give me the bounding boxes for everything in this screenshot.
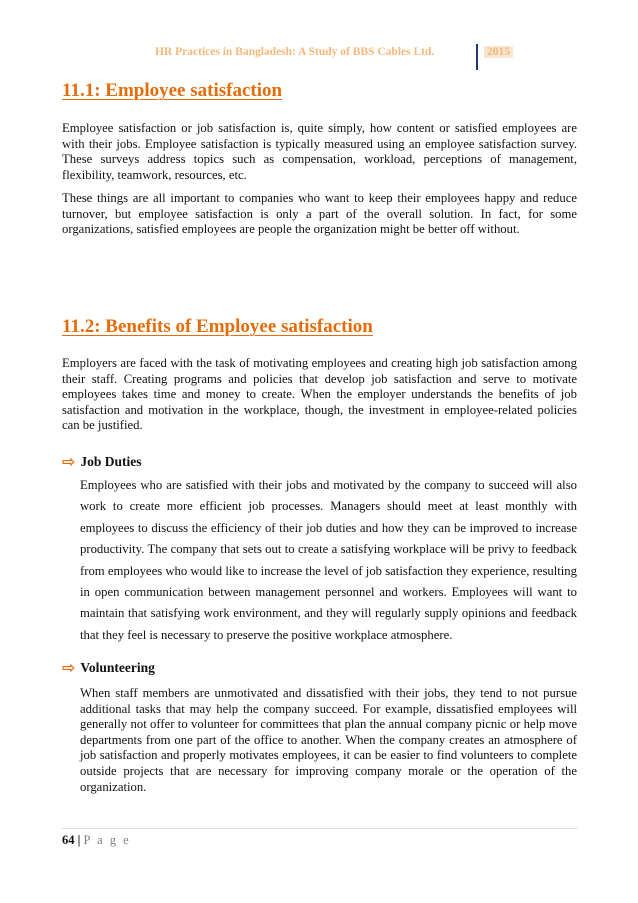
section-heading-benefits: 11.2: Benefits of Employee satisfaction — [62, 316, 373, 337]
section1-paragraph-2: These things are all important to companies who want to keep their employees happy and reduce turnover, but employee satisfaction is only a part of the overall solution. In fact, for some organizations, satisfied employees are people the organization might be better off without. — [62, 191, 577, 237]
subheading-volunteering — [62, 658, 155, 677]
footer-separator: | — [77, 833, 81, 847]
section1-paragraph-1: Employee satisfaction or job satisfaction is, quite simply, how content or satisfied employees are with their jobs. Employee satisfaction is typically measured using an employee satisfaction survey. These surveys address topics such as compensation, workload, perceptions of management, flexibility, teamwork, resources, etc. — [62, 121, 577, 182]
page-label: P a g e — [83, 833, 131, 847]
subheading-job-duties — [62, 452, 142, 471]
header-divider — [476, 44, 478, 70]
running-header — [150, 44, 510, 70]
header-year: 2015 — [484, 46, 513, 58]
job-duties-paragraph: Employees who are satisfied with their jobs and motivated by the company to succeed will also work to create more efficient job processes. Managers should meet at least monthly with employees to discuss the efficiency of their job duties and how they can be improved to increase productivity. The company that sets out to create a satisfying workplace will be privy to feedback from employees who would like to increase the level of job satisfaction they experience, resulting in open communication between management personnel and workers. Employees will want to maintain that satisfying work environment, and they will regularly supply opinions and feedback that they feel is necessary to preserve the positive workplace atmosphere. — [80, 478, 577, 642]
header-title: HR Practices in Bangladesh: A Study of BBS Cables Ltd. — [155, 46, 435, 58]
arrow-right-icon: ⇨ — [62, 658, 76, 677]
page-footer — [62, 833, 131, 848]
volunteering-paragraph: When staff members are unmotivated and dissatisfied with their jobs, they tend to not pursue additional tasks that may help the company succeed. For example, dissatisfied employees will generally not offer to volunteer for committees that plan the annual company picnic or help move departments from one part of the office to another. When the company creates an atmosphere of job satisfaction and properly motivates employees, it can be easier to find volunteers to complete outside projects that are necessary for improving company morale or the operation of the organization. — [80, 686, 577, 794]
section-heading-employee-satisfaction: 11.1: Employee satisfaction — [62, 80, 283, 101]
arrow-right-icon: ⇨ — [62, 452, 76, 471]
page-number: 64 — [62, 833, 75, 847]
subheading-label: Volunteering — [80, 659, 155, 675]
footer-divider — [62, 828, 577, 829]
subheading-label: Job Duties — [80, 453, 142, 469]
section2-paragraph-1: Employers are faced with the task of motivating employees and creating high job satisfaction among their staff. Creating programs and policies that develop job satisfaction and serve to motivate employees takes time and money to create. When the employer understands the benefits of job satisfaction and motivation in the workplace, though, the investment in employee-related policies can be justified. — [62, 356, 577, 433]
